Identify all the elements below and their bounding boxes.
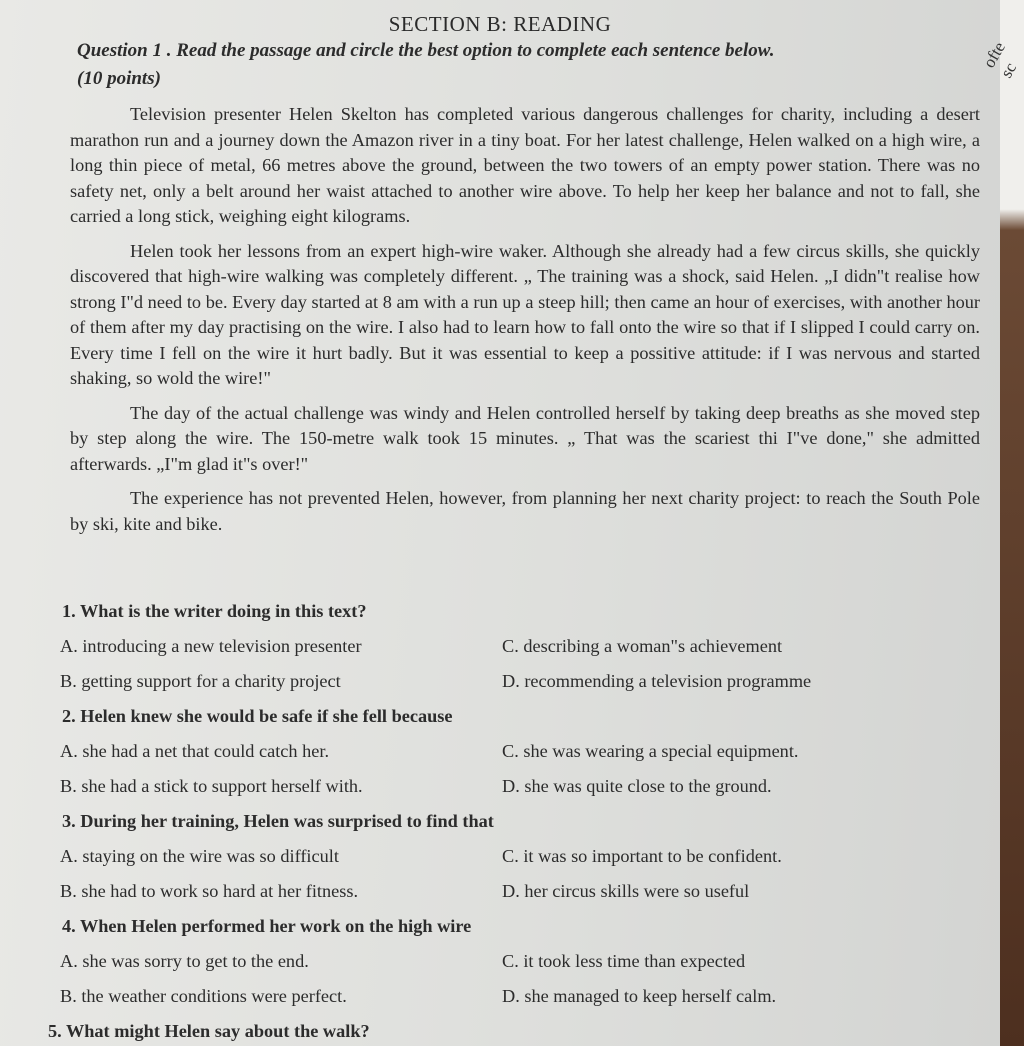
option-row: [48, 839, 948, 874]
option-b[interactable]: B. the weather conditions were perfect.: [60, 986, 347, 1006]
question-points: (10 points): [77, 68, 161, 89]
question-stem: 3. During her training, Helen was surprised to find that: [62, 811, 494, 831]
option-c[interactable]: C. describing a woman"s achievement: [502, 636, 783, 656]
question-item: [48, 804, 948, 909]
option-row: [48, 769, 948, 804]
question-item: [48, 594, 948, 699]
option-c[interactable]: C. it was so important to be confident.: [502, 846, 782, 866]
option-a[interactable]: A. she had a net that could catch her.: [60, 741, 330, 761]
option-row: [48, 664, 948, 699]
option-row: [48, 979, 948, 1014]
option-d[interactable]: D. recommending a television programme: [502, 671, 812, 691]
question-instructions: [77, 36, 937, 92]
question-list: [48, 594, 948, 1046]
question-item: [48, 699, 948, 804]
option-c[interactable]: C. she was wearing a special equipment.: [502, 741, 799, 761]
question-item: [48, 909, 948, 1014]
question-stem: 1. What is the writer doing in this text?: [62, 601, 367, 621]
question-stem: 4. When Helen performed her work on the high wire: [62, 916, 472, 936]
adjacent-page-text: ofte sc: [978, 38, 1020, 81]
question-instructions-line: Question 1 . Read the passage and circle the best option to complete each sentence below.: [77, 40, 775, 61]
question-stem-cut-off: 5. What might Helen say about the walk?: [48, 1021, 370, 1041]
option-b[interactable]: B. she had to work so hard at her fitness.: [60, 881, 359, 901]
option-b[interactable]: B. getting support for a charity project: [60, 671, 341, 691]
option-row: [48, 944, 948, 979]
reading-passage: [70, 102, 980, 546]
option-row: [48, 734, 948, 769]
question-stem: 2. Helen knew she would be safe if she fell because: [62, 706, 453, 726]
option-a[interactable]: A. introducing a new television presenter: [60, 636, 362, 656]
passage-paragraph: The day of the actual challenge was windy and Helen controlled herself by taking deep breaths as she moved step by step along the wire. The 150-metre walk took 15 minutes. „ That was the scariest thi I"ve done," she admitted afterwards. „I"m glad it"s over!": [70, 402, 980, 474]
option-a[interactable]: A. she was sorry to get to the end.: [60, 951, 309, 971]
passage-paragraph: The experience has not prevented Helen, however, from planning her next charity project: to reach the South Pole by ski, kite and bike.: [70, 488, 980, 534]
passage-paragraph: Helen took her lessons from an expert high-wire waker. Although she already had a few circus skills, she quickly discovered that high-wire walking was completely different. „ The training was a shock, said Helen. „I didn"t realise how strong I"d need to be. Every day started at 8 am with a run up a steep hill; then came an hour of exercises, with another hour of them after my day practising on the wire. I also had to learn how to fall onto the wire so that if I slipped I could carry on. Every time I fell on the wire it hurt badly. But it was essential to keep a possitive attitude: if I was nervous and started shaking, so wold the wire!": [70, 240, 980, 388]
option-d[interactable]: D. she was quite close to the ground.: [502, 776, 772, 796]
option-c[interactable]: C. it took less time than expected: [502, 951, 746, 971]
adjacent-page-edge: [978, 0, 1024, 1046]
option-d[interactable]: D. she managed to keep herself calm.: [502, 986, 777, 1006]
passage-paragraph: Television presenter Helen Skelton has completed various dangerous challenges for charity, including a desert marathon run and a journey down the Amazon river in a tiny boat. For her latest challenge, Helen walked on a high wire, a long thin piece of metal, 66 metres above the ground, between the two towers of an empty power station. There was no safety net, only a belt around her waist attached to another wire above. To help her keep her balance and not to fall, she carried a long stick, weighing eight kilograms.: [70, 104, 980, 226]
option-b[interactable]: B. she had a stick to support herself with.: [60, 776, 363, 796]
option-d[interactable]: D. her circus skills were so useful: [502, 881, 750, 901]
option-a[interactable]: A. staying on the wire was so difficult: [60, 846, 339, 866]
option-row: [48, 629, 948, 664]
option-row: [48, 874, 948, 909]
section-title: SECTION B: READING: [388, 12, 612, 36]
